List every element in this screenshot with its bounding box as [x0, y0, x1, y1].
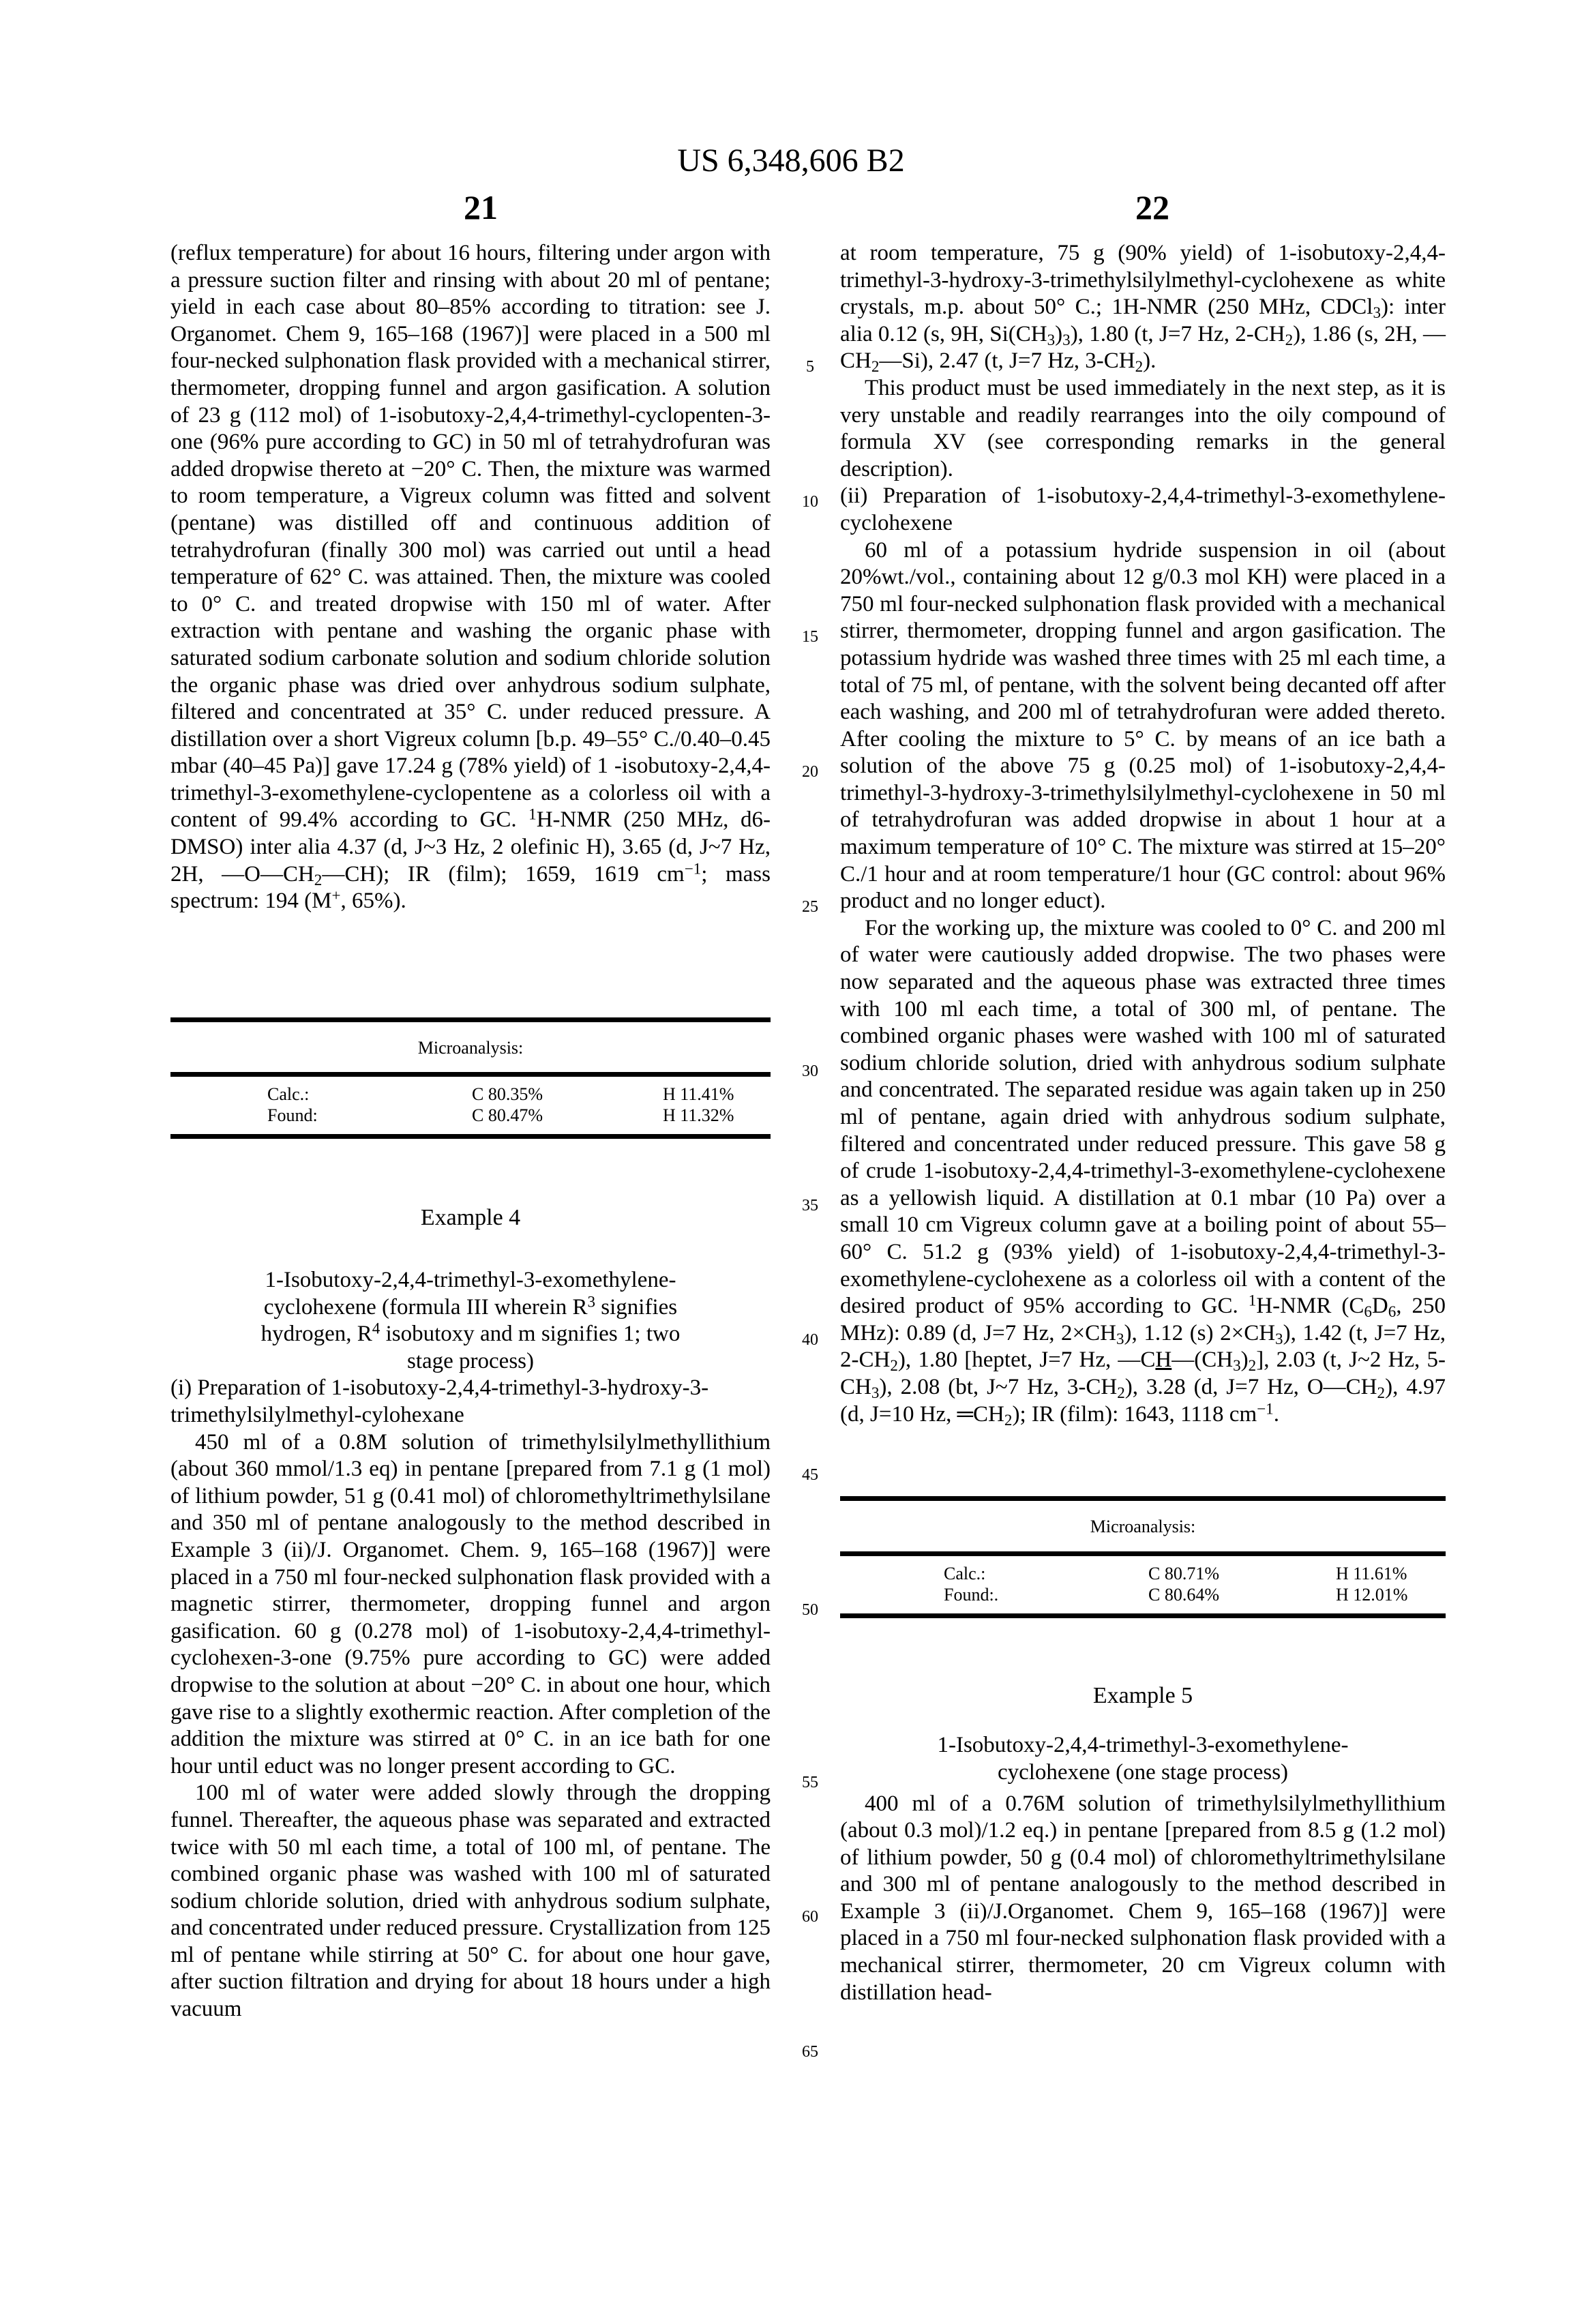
line-number: 60 [802, 1908, 818, 1926]
table-rule [170, 1134, 771, 1139]
line-number: 20 [802, 763, 818, 781]
subheading: (ii) Preparation of 1-isobutoxy-2,4,4-trimethyl-3-exomethylene-cyclohexene [840, 483, 1446, 535]
line-number: 5 [806, 358, 814, 376]
subheading: (i) Preparation of 1-isobutoxy-2,4,4-trimethyl-3-hydroxy-3-trimethylsilylmethyl-cylohexane [170, 1375, 709, 1427]
left-column [170, 240, 771, 2023]
right-column [840, 240, 1446, 2006]
table-row: Calc.: C 80.35% H 11.41% [267, 1084, 734, 1105]
table-rule [840, 1613, 1446, 1618]
paragraph: (reflux temperature) for about 16 hours, filtering under argon with a pressure suction filter and rinsing with about 20 ml of pentane; yield in each case about 80–85% according to titration: see J. Organomet. Chem 9, 165–168 (1967)] were placed in a 500 ml four-necked sulphonation flask provided with a mechanical stirrer, thermometer, dropping funnel and argon gasification. A solution of 23 g (112 mol) of 1-isobutoxy-2,4,4-trimethyl-cyclopenten-3-one (96% pure according to GC) in 50 ml of tetrahydrofuran was added dropwise thereto at −20° C. Then, the mixture was warmed to room temperature, a Vigreux column was fitted and solvent (pentane) was distilled off and continuous addition of tetrahydrofuran (finally 300 mol) was carried out until a head temperature of 62° C. was attained. Then, the mixture was cooled to 0° C. and treated dropwise with 150 ml of water. After extraction with pentane and washing the organic phase with saturated sodium carbonate solution and sodium chloride solution the organic phase was dried over anhydrous sodium sulphate, filtered and concentrated at 35° C. under reduced pressure. A distillation over a short Vigreux column [b.p. 49–55° C./0.40–0.45 mbar (40–45 Pa)] gave 17.24 g (78% yield) of 1 -isobutoxy-2,4,4-trimethyl-3-exomethylene-cyclopentene as a colorless oil with a content of 99.4% according to GC. $^1$H-NMR (250 MHz, d6-DMSO) inter alia 4.37 (d, J~3 Hz, 2 olefinic H), 3.65 (d, J~7 Hz, 2H, $—O—CH_2—CH$); IR (film); 1659, 1619 $cm^{-1}$; mass spectrum: 194 (M+, 65%). [170, 241, 771, 914]
table-rule [840, 1496, 1446, 1501]
patent-number: US 6,348,606 B2 [677, 143, 905, 179]
example-4-heading: Example 4 [420, 1205, 521, 1231]
line-number: 10 [802, 493, 818, 511]
line-number: 50 [802, 1601, 818, 1619]
paragraph: For the working up, the mixture was cooled to 0° C. and 200 ml of water were cautiously added dropwise. The two phases were now separated and the aqueous phase was extracted three times with 100 ml each time, a total of 300 ml, of pentane. The combined organic phases were washed with 100 ml of saturated sodium chloride solution, dried with anhydrous sodium sulphate and concentrated. The separated residue was again taken up in 250 ml of pentane, again dried with anhydrous sodium sulphate, filtered and concentrated under reduced pressure. This gave 58 g of crude 1-isobutoxy-2,4,4-trimethyl-3-exomethylene-cyclohexene as a yellowish liquid. A distillation at 0.1 mbar (10 Pa) over a small 10 cm Vigreux column gave at a boiling point of about 55–60° C. 51.2 g (93% yield) of 1-isobutoxy-2,4,4-trimethyl-3-exomethylene-cyclohexene as a colorless oil with a content of the desired product of 95% according to GC. $^1$H-NMR ($C_6D_6$, 250 MHz): 0.89 (d, J=7 Hz, $2\times CH_3$), 1.12 (s) $2\times CH_3$), 1.42 (t, J=7 Hz, $2-CH_2$), 1.80 [heptet, J=7 Hz, $—CH—(CH_3)_2$], 2.03 (t, J~2 Hz, $5-CH_3$), 2.08 (bt, J~7 Hz, $3-CH_2$), 3.28 (d, J=7 Hz, $O—CH_2$), 4.97 (d, J=10 Hz, $═CH_2$); IR (film): 1643, 1118 $cm^{-1}$. [840, 915, 1446, 1429]
line-number: 25 [802, 898, 818, 916]
paragraph: 100 ml of water were added slowly through the dropping funnel. Thereafter, the aqueous phase was separated and extracted twice with 50 ml each time, a total of 100 ml, of pentane. The combined organic phase was washed with 100 ml of saturated sodium chloride solution, dried with anhydrous sodium sulphate, and concentrated under reduced pressure. Crystallization from 125 ml of pentane while stirring at 50° C. for about one hour gave, after suction filtration and drying for about 18 hours under a high vacuum [170, 1781, 771, 2022]
table-rule [840, 1551, 1446, 1556]
table-rule [170, 1017, 771, 1022]
line-number: 15 [802, 628, 818, 646]
column-number-right: 22 [1135, 188, 1169, 226]
paragraph: at room temperature, 75 g (90% yield) of 1-isobutoxy-2,4,4-trimethyl-3-hydroxy-3-trimethylsilylmethyl-cyclohexene as white crystals, m.p. about 50° C.; 1H-NMR (250 MHz, CDCl$_3$): inter alia 0.12 (s, 9H, $Si(CH_3)_3$), 1.80 (t, J=7 Hz, $2-CH_2$), 1.86 (s, 2H, $—CH_2—Si$), 2.47 (t, J=7 Hz, $3-CH_2$). [840, 241, 1446, 376]
example-5-heading: Example 5 [1092, 1682, 1193, 1708]
table-row: Found:. C 80.64% H 12.01% [944, 1584, 1408, 1605]
line-number: 35 [802, 1197, 818, 1215]
table-title: Microanalysis: [417, 1037, 524, 1058]
line-number: 40 [802, 1331, 818, 1349]
line-number: 45 [802, 1466, 818, 1484]
table-title: Microanalysis: [1090, 1517, 1196, 1537]
line-number: 65 [802, 2043, 818, 2061]
table-rule [170, 1072, 771, 1077]
paragraph: This product must be used immediately in the next step, as it is very unstable and readily rearranges into the oily compound of formula XV (see corresponding remarks in the general description). [840, 375, 1446, 481]
table-row: Found: C 80.47% H 11.32% [267, 1105, 734, 1126]
example-5-title: 1-Isobutoxy-2,4,4-trimethyl-3-exomethylene- cyclohexene (one stage process) [937, 1733, 1349, 1785]
microanalysis-table [840, 1496, 1446, 1618]
table-row: Calc.: C 80.71% H 11.61% [944, 1563, 1407, 1583]
microanalysis-table [170, 1017, 771, 1139]
paragraph: 450 ml of a 0.8M solution of trimethylsilylmethyllithium (about 360 mmol/1.3 eq) in pentane [prepared from 7.1 g (1 mol) of lithium powder, 51 g (0.41 mol) of chloromethyltrimethylsilane and 350 ml of pentane analogously to the method described in Example 3 (ii)/J. Organomet. Chem. 9, 165–168 (1967)] were placed in a 750 ml four-necked sulphonation flask provided with a magnetic stirrer, thermometer, dropping funnel and argon gasification. 60 g (0.278 mol) of 1-isobutoxy-2,4,4-trimethyl-cyclohexen-3-one (9.75% pure according to GC) were added dropwise to the solution at about −20° C. in about one hour, which gave rise to a slightly exothermic reaction. After completion of the addition the mixture was stirred at 0° C. in an ice bath for one hour until educt was no longer present according to GC. [170, 1429, 771, 1778]
column-number-left: 21 [464, 188, 498, 226]
line-number: 55 [802, 1774, 818, 1791]
paragraph: 60 ml of a potassium hydride suspension in oil (about 20%wt./vol., containing about 12 g/0.3 mol KH) were placed in a 750 ml four-necked sulphonation flask provided with a mechanical stirrer, thermometer, dropping funnel and argon gasification. The potassium hydride was washed three times with 25 ml each time, a total of 75 ml, of pentane, with the solvent being decanted off after each washing, and 200 ml of tetrahydrofuran were added thereto. After cooling the mixture to 5° C. by means of an ice bath a solution of the above 75 g (0.25 mol) of 1-isobutoxy-2,4,4-trimethyl-3-hydroxy-3-trimethylsilylmethyl-cyclohexene in 50 ml of tetrahydrofuran was added dropwise in about 1 hour at a maximum temperature of 10° C. The mixture was stirred at 15–20° C./1 hour and at room temperature/1 hour (GC control: about 96% product and no longer educt). [840, 537, 1446, 914]
paragraph: 400 ml of a 0.76M solution of trimethylsilylmethyllithium (about 0.3 mol)/1.2 eq.) in pentane [prepared from 8.5 g (1.2 mol) of lithium powder, 50 g (0.4 mol) of chloromethyltrimethylsilane and 300 ml of pentane analogously to the method described in Example 3 (ii)/J.Organomet. Chem 9, 165–168 (1967)] were placed in a 750 ml four-necked sulphonation flask provided with a mechanical stirrer, thermometer, 20 cm Vigreux column with distillation head- [840, 1791, 1446, 2005]
line-number: 30 [802, 1062, 818, 1080]
example-4-title: 1-Isobutoxy-2,4,4-trimethyl-3-exomethylene- cyclohexene (formula III wherein $R^3$ signifies hydrogen, $R^4$ isobutoxy and m signifies 1; two stage process) [260, 1268, 681, 1373]
